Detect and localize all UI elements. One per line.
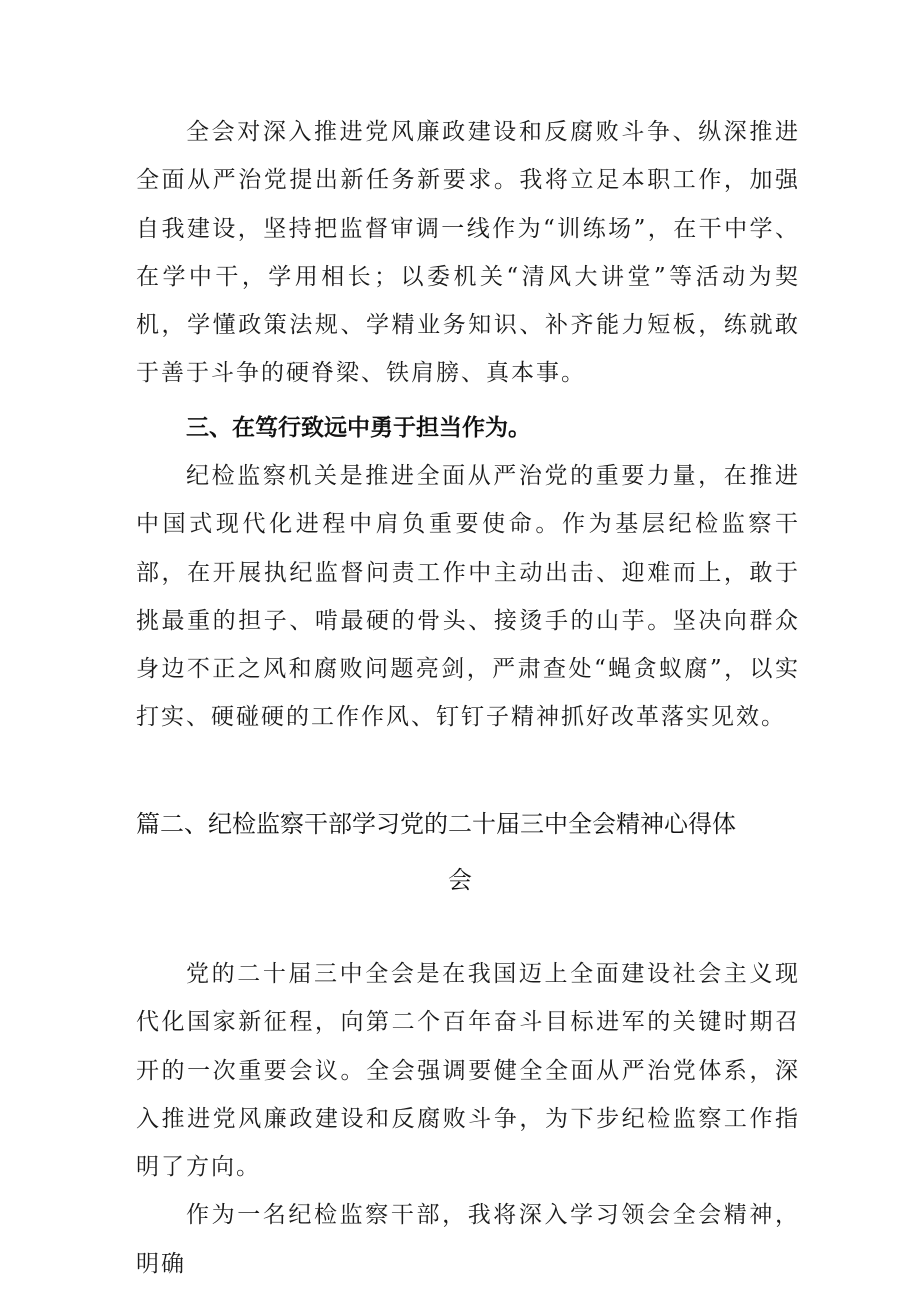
paragraph-block-3 [136, 950, 800, 1288]
paragraph-3: 党的二十届三中全会是在我国迈上全面建设社会主义现代化国家新征程，向第二个百年奋斗目标进军的关键时期召开的一次重要会议。全会强调要健全全面从严治党体系，深入推进党风廉政建设和反腐败斗争，为下步纪检监察工作指明了方向。 [136, 961, 800, 1181]
paragraph-4: 作为一名纪检监察干部，我将深入学习领会全会精神，明确 [136, 1202, 800, 1277]
subheading-3: 三、在笃行致远中勇于担当作为。 [186, 415, 531, 441]
section-2-title-line-1: 篇二、纪检监察干部学习党的二十届三中全会精神心得体 [136, 810, 736, 838]
section-2-title [136, 796, 800, 908]
paragraph-2: 纪检监察机关是推进全面从严治党的重要力量，在推进中国式现代化进程中肩负重要使命。作为基层纪检监察干部，在开展执纪监督问责工作中主动出击、迎难而上，敢于挑最重的担子、啃最硬的骨头、接烫手的山芋。坚决向群众身边不正之风和腐败问题亮剑，严肃查处“蝇贪蚁腐”，以实打实、硬碰硬的工作作风、钉钉子精神抓好改革落实见效。 [136, 463, 800, 731]
paragraph-block-1 [136, 108, 800, 398]
paragraph-block-2 [136, 452, 800, 742]
section-2-title-line-2: 会 [448, 866, 472, 894]
paragraph-1: 全会对深入推进党风廉政建设和反腐败斗争、纵深推进全面从严治党提出新任务新要求。我将立足本职工作，加强自我建设，坚持把监督审调一线作为“训练场”，在干中学、在学中干，学用相长；以委机关“清风大讲堂”等活动为契机，学懂政策法规、学精业务知识、补齐能力短板，练就敢于善于斗争的硬脊梁、铁肩膀、真本事。 [136, 119, 800, 387]
